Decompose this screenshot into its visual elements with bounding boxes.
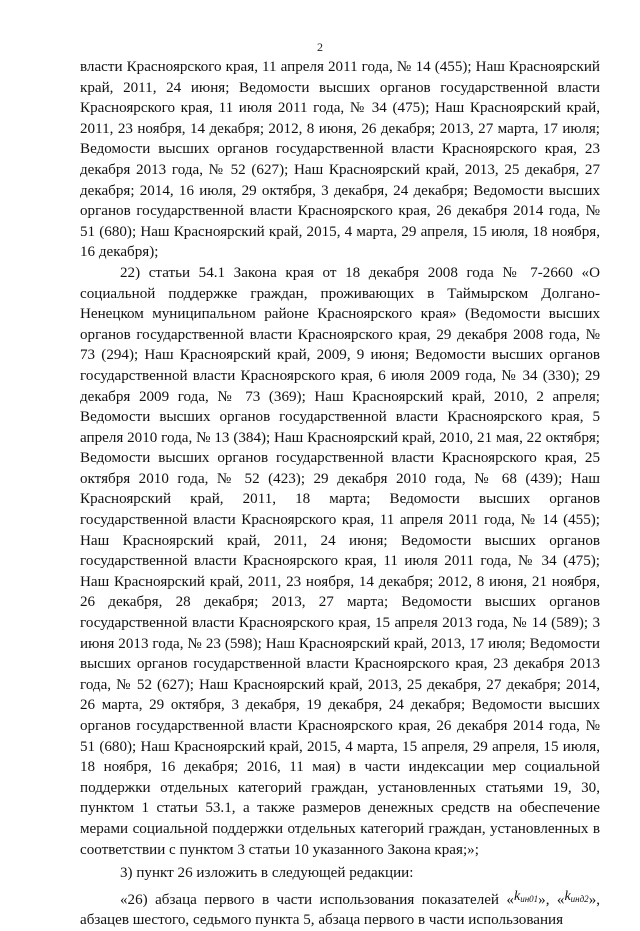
item-3-paragraph: 3) пункт 26 изложить в следующей редакции:: [120, 865, 414, 882]
item-26-text-after: », абзацев шестого, седьмого пункта 5, абзаца первого в части использования: [80, 891, 601, 929]
continuation-paragraph: власти Красноярского края, 11 апреля 2011 года, № 14 (455); Наш Красноярский край, 2011, 24 июня; Ведомости высших органов государственной власти Красноярского края, 11 июля 2011 года, № 34 (475); Наш Красноярский край, 2011, 23 ноября, 14 декабря; 2012, 8 июня, 26 декабря; 2013, 27 марта, 17 июля; Ведомости высших органов государственной власти Красноярского края, 23 декабря 2013 года, № 52 (627); Наш Красноярский край, 2013, 25 декабря, 27 декабря; 2014, 16 июля, 29 октября, 3 декабря, 24 декабря; Ведомости высших органов государственной власти Красноярского края, 26 декабря 2014 года, № 51 (680); Наш Красноярский край, 2015, 4 марта, 29 апреля, 15 июля, 18 ноября, 16 декабря);: [80, 59, 600, 261]
formula-k-1-base: k: [513, 888, 521, 904]
formula-k-1: [514, 889, 538, 904]
item-26-text-between: », «: [538, 891, 565, 908]
formula-k-2-subscript: инд2: [570, 893, 589, 904]
formula-k-2-base: k: [564, 888, 571, 904]
page-number: 2: [317, 40, 323, 54]
document-body: [80, 57, 600, 931]
item-22-paragraph: 22) статьи 54.1 Закона края от 18 декабря 2008 года № 7-2660 «О социальной поддержке граждан, проживающих в Таймырском Долгано-Ненецком муниципальном районе Красноярского края» (Ведомости высших органов государственной власти Красноярского края, 29 декабря 2008 года, № 73 (294); Наш Красноярский край, 2009, 9 июня; Ведомости высших органов государственной власти Красноярского края, 6 июля 2009 года, № 34 (330); 29 декабря 2009 года, № 73 (369); Наш Красноярский край, 2010, 2 апреля; Ведомости высших органов государственной власти Красноярского края, 5 апреля 2010 года, № 13 (384); Наш Красноярский край, 2010, 21 мая, 22 октября; Ведомости высших органов государственной власти Красноярского края, 25 октября 2010 года, № 52 (423); 29 декабря 2010 года, № 68 (439); Наш Красноярский край, 2011, 18 марта; Ведомости высших органов государственной власти Красноярского края, 11 апреля 2011 года, № 14 (455); Наш Красноярский край, 2011, 24 июня; Ведомости высших органов государственной власти Красноярского края, 11 июля 2011 года, № 34 (475); Наш Красноярский край, 2011, 23 ноября, 14 декабря; 2012, 8 июня, 21 ноября, 26 декабря, 28 декабря; 2013, 27 марта; Ведомости высших органов государственной власти Красноярского края, 15 апреля 2013 года, № 14 (589); 3 июня 2013 года, № 23 (598); Наш Красноярский край, 2013, 17 июля; Ведомости высших органов государственной власти Красноярского края, 23 декабря 2013 года, № 52 (627); Наш Красноярский край, 2013, 25 декабря, 27 декабря; 2014, 26 марта, 29 октября, 3 декабря, 19 декабря, 24 декабря; Ведомости высших органов государственной власти Красноярского края, 26 декабря 2014 года, № 51 (680); Наш Красноярский край, 2015, 4 марта, 15 апреля, 29 апреля, 15 июля, 18 ноября, 16 декабря; 2016, 11 мая) в части индексации мер социальной поддержки отдельных категорий граждан, установленных статьями 19, 30, пунктом 1 статьи 53.1, а также размеров денежных средств на обеспечение мерами социальной поддержки отдельных категорий граждан, установленных в соответствии с пунктом 3 статьи 10 указанного Закона края;»;: [80, 264, 600, 858]
formula-k-2: [564, 889, 588, 904]
item-26-paragraph: [80, 887, 600, 931]
item-26-text-before: «26) абзаца первого в части использования показателей «: [120, 891, 514, 908]
formula-k-1-subscript: ин01: [520, 893, 539, 904]
